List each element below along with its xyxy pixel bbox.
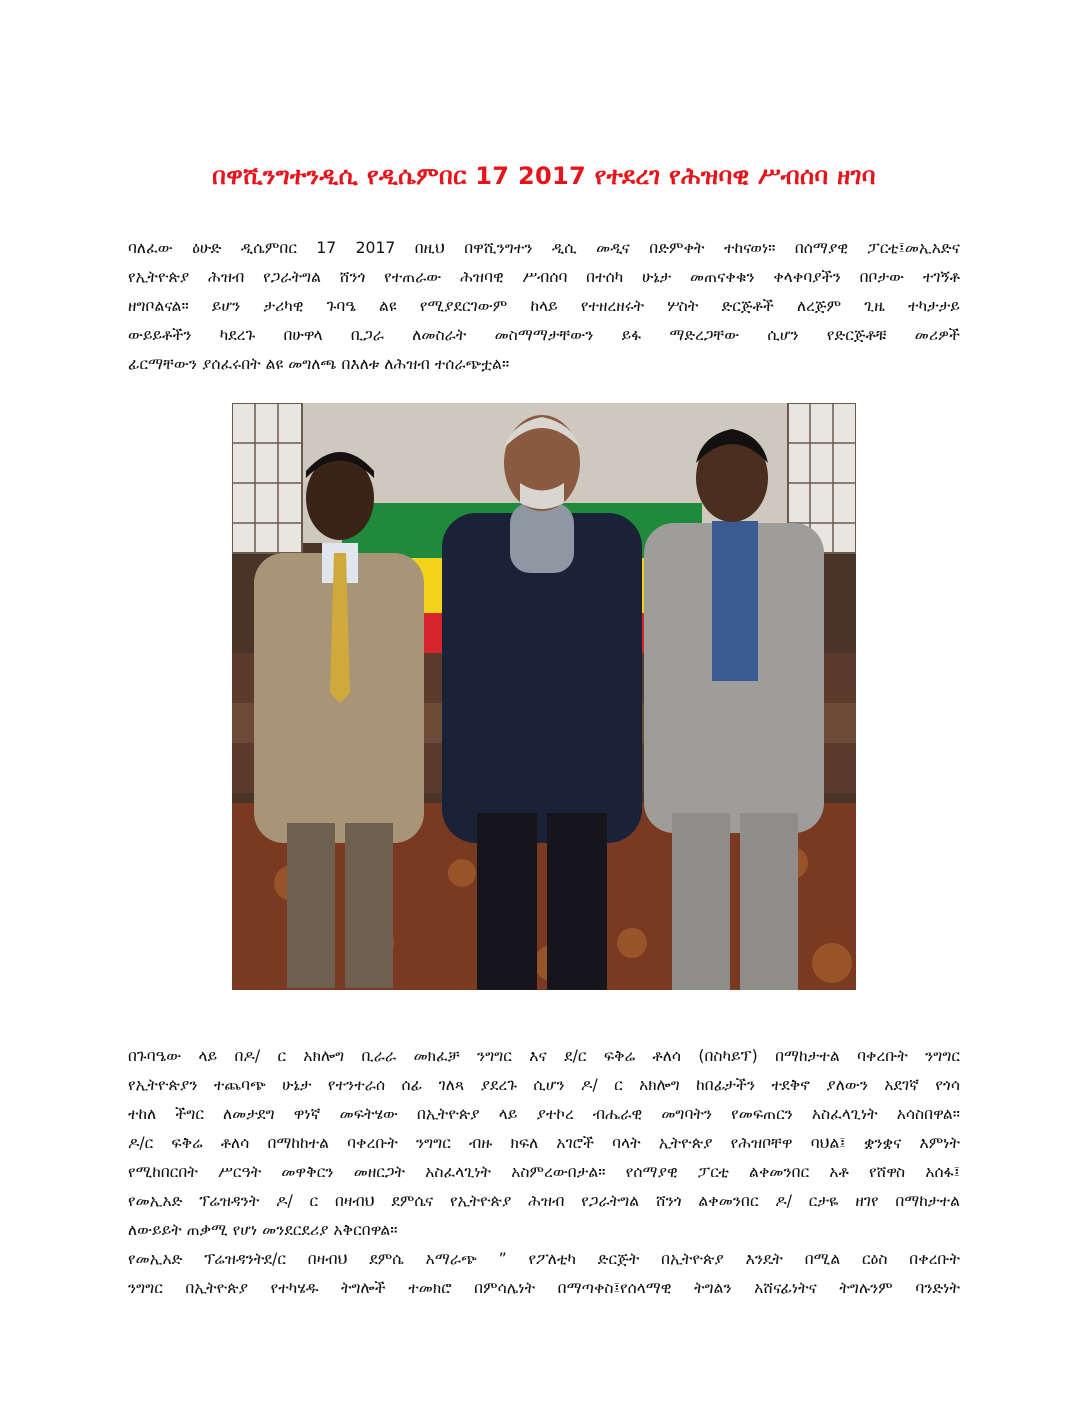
text-line: ፊርማቸውን ያሰፈሩበት ልዩ መግለጫ በእለቱ ለሕዝብ ተሰራጭቷል።	[128, 355, 510, 373]
event-photo	[232, 403, 856, 990]
text-line: ዘግቦልናል። ይሆን ታሪካዊ ጉባዔ ልዩ የሚያደርገውም ከላይ የተዘረዘሩት ሦስት ድርጅቶች ለረጅም ጊዜ ተካታታይ	[128, 297, 960, 315]
page-title: በዋሺንግተንዲሲ የዲሴምበር 17 2017 የተደረገ የሕዝባዊ ሥብሰባ ዘገባ	[212, 162, 876, 190]
text-line: ውይይቶችን ካደረጉ በሁዋላ ቢጋራ ለመስራት መስማማታቸውን ይፋ ማድረጋቸው ሲሆን የድርጅቶቹ መሪዎች	[128, 326, 960, 344]
text-line: የመኢአድ ፕሬዝዳንት ዶ/ ር በዛብህ ደምሴና የኢትዮጵያ ሕዝብ የጋራትግል ሸንጎ ልቀመንበር ዶ/ ርታዬ ዘገየ በማከታተል	[128, 1192, 960, 1210]
intro-paragraph	[128, 234, 960, 379]
text-line: ተከለ ችግር ለመታደግ ዋነኛ መፍትሄው በኢትዮጵያ ላይ ያተኮረ ብሔራዊ መግባትን የመፍጠርን አስፈላጊነት አሳስበዋል።	[128, 1105, 960, 1123]
text-line: ባለፈው ዕሁድ ዲሴምበር 17 2017 በዚህ በዋሺንግተን ዲሲ መዲና በድምቀት ተከናወነ። በሰማያዊ ፓርቲ፤መኢአድና	[128, 239, 960, 257]
text-line: ለውይይት ጠቃሚ የሆነ መንደርደሪያ አቅርበዋል።	[128, 1221, 398, 1239]
text-line: የሚከበርበት ሥርዓት መዋቅርን መዘርጋት አስፈላጊነት አስምረውበታል። የሰማያዊ ፓርቲ ልቀመንበር አቶ የሸዋስ አሰፋ፤	[128, 1163, 960, 1181]
text-line: የኢትዮጵያን ተጨባጭ ሁኔታ የተንተራሰ ሰፊ ገለጻ ያደረጉ ሲሆን ዶ/ ር አክሎግ ከበፊታችን ተደቅኖ ያለውን አደገኛ የጎሳ	[128, 1076, 960, 1094]
body-paragraph	[128, 1042, 960, 1303]
text-line: ዶ/ር ፍቅሬ ቶለሳ በማከከተል ባቀረቡት ንግግር ብዙ ክፍለ አገሮች ባላት ኢትዮጵያ የሕዝቦቸዋ ባህል፤ ቋንቋና እምነት	[128, 1134, 960, 1152]
text-line: የኢትዮጵያ ሕዝብ የጋራትግል ሸንጎ የተጠራው ሕዝባዊ ሥብሰባ በተሰካ ሁኔታ መጠናቀቁን ቀላቀባያችን በቦታው ተገኝቶ	[128, 268, 960, 286]
text-line: የመኢአድ ፕሬዝዳንትደ/ር በዛብህ ደምሴ አማራጭ ” የፖለቲካ ድርጅት በኢትዮጵያ እንዴት በሚል ርዕስ በቀረቡት	[128, 1250, 960, 1268]
text-line: ንግግር በኢትዮጵያ የተካሄዱ ትግሎች ተመክሮ በምሳሌነት በማጣቀስ፤የሰላማዊ ትግልን አሸናፊነትና ትግሉንም ባንድነት	[128, 1279, 960, 1297]
text-line: በጉባዔው ላይ በዶ/ ር አክሎግ ቢራራ መክፈቻ ንግግር እና ደ/ር ፍቅሬ ቶለሳ (በስካይፕ) በማከታተል ባቀረቡት ንግግር	[128, 1047, 960, 1065]
